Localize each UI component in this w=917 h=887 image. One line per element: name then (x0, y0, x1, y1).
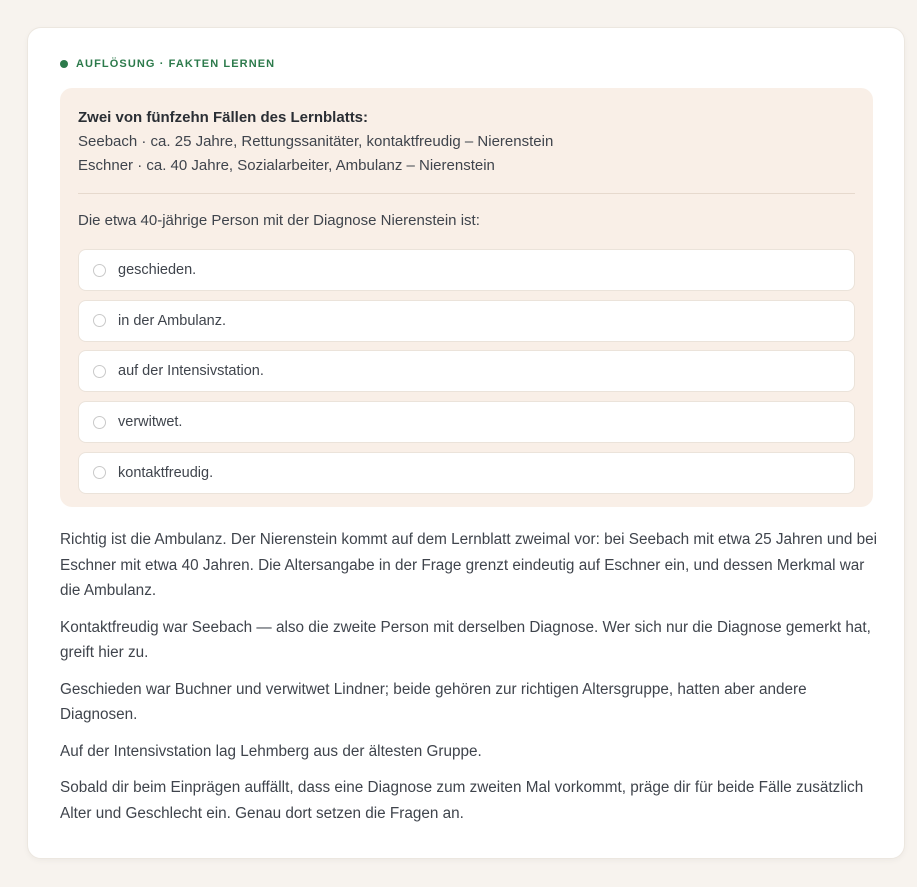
answer-option-4[interactable] (78, 401, 855, 443)
divider (78, 193, 855, 194)
answer-option-label: geschieden. (118, 262, 197, 278)
explanation (60, 527, 880, 837)
explanation-paragraph-2: Kontaktfreudig war Seebach — also die zweite Person mit derselben Diagnose. Wer sich nur die Diagnose gemerkt hat, greift hier zu. (60, 618, 871, 661)
section-tag-label: AUFLÖSUNG · FAKTEN LERNEN (76, 58, 276, 70)
answer-option-3[interactable] (78, 350, 855, 392)
radio-button[interactable] (93, 365, 106, 378)
radio-button[interactable] (93, 466, 106, 479)
case-line-1: Seebach · ca. 25 Jahre, Rettungssanitäter, kontaktfreudig – Nierenstein (78, 133, 554, 150)
explanation-paragraph-1: Richtig ist die Ambulanz. Der Nierenstein kommt auf dem Lernblatt zweimal vor: bei Seebach mit etwa 25 Jahren und bei Eschner mit etwa 40 Jahren. Die Altersangabe in der Frage grenzt eindeutig auf Eschner ein, und dessen Merkmal war die Ambulanz. (60, 531, 878, 599)
answer-option-label: verwitwet. (118, 414, 183, 431)
status-dot-icon (60, 60, 68, 68)
explanation-paragraph-3: Geschieden war Buchner und verwitwet Lindner; beide gehören zur richtigen Altersgruppe, hatten aber andere Diagnosen. (60, 680, 807, 723)
radio-button[interactable] (93, 416, 106, 429)
quiz-question: Die etwa 40-jährige Person mit der Diagnose Nierenstein ist: (78, 212, 480, 229)
answer-option-label: auf der Intensivstation. (118, 363, 264, 380)
case-line-2: Eschner · ca. 40 Jahre, Sozialarbeiter, Ambulanz – Nierenstein (78, 157, 495, 174)
answer-option-5[interactable] (78, 452, 855, 494)
answer-option-2[interactable] (78, 300, 855, 342)
radio-button[interactable] (93, 264, 106, 277)
explanation-paragraph-4: Auf der Intensivstation lag Lehmberg aus der ältesten Gruppe. (60, 742, 482, 760)
quiz-box (60, 88, 873, 507)
answer-option-1[interactable] (78, 249, 855, 291)
solution-card (27, 27, 905, 859)
answer-option-label: in der Ambulanz. (118, 312, 227, 329)
quiz-heading: Zwei von fünfzehn Fällen des Lernblatts: (78, 109, 369, 126)
answer-option-label: kontaktfreudig. (118, 464, 214, 481)
section-tag (60, 58, 275, 70)
explanation-paragraph-5: Sobald dir beim Einprägen auffällt, dass eine Diagnose zum zweiten Mal vorkommt, präge dir für beide Fälle zusätzlich Alter und Geschlecht ein. Genau dort setzen die Fragen an. (60, 779, 864, 822)
radio-button[interactable] (93, 314, 106, 327)
